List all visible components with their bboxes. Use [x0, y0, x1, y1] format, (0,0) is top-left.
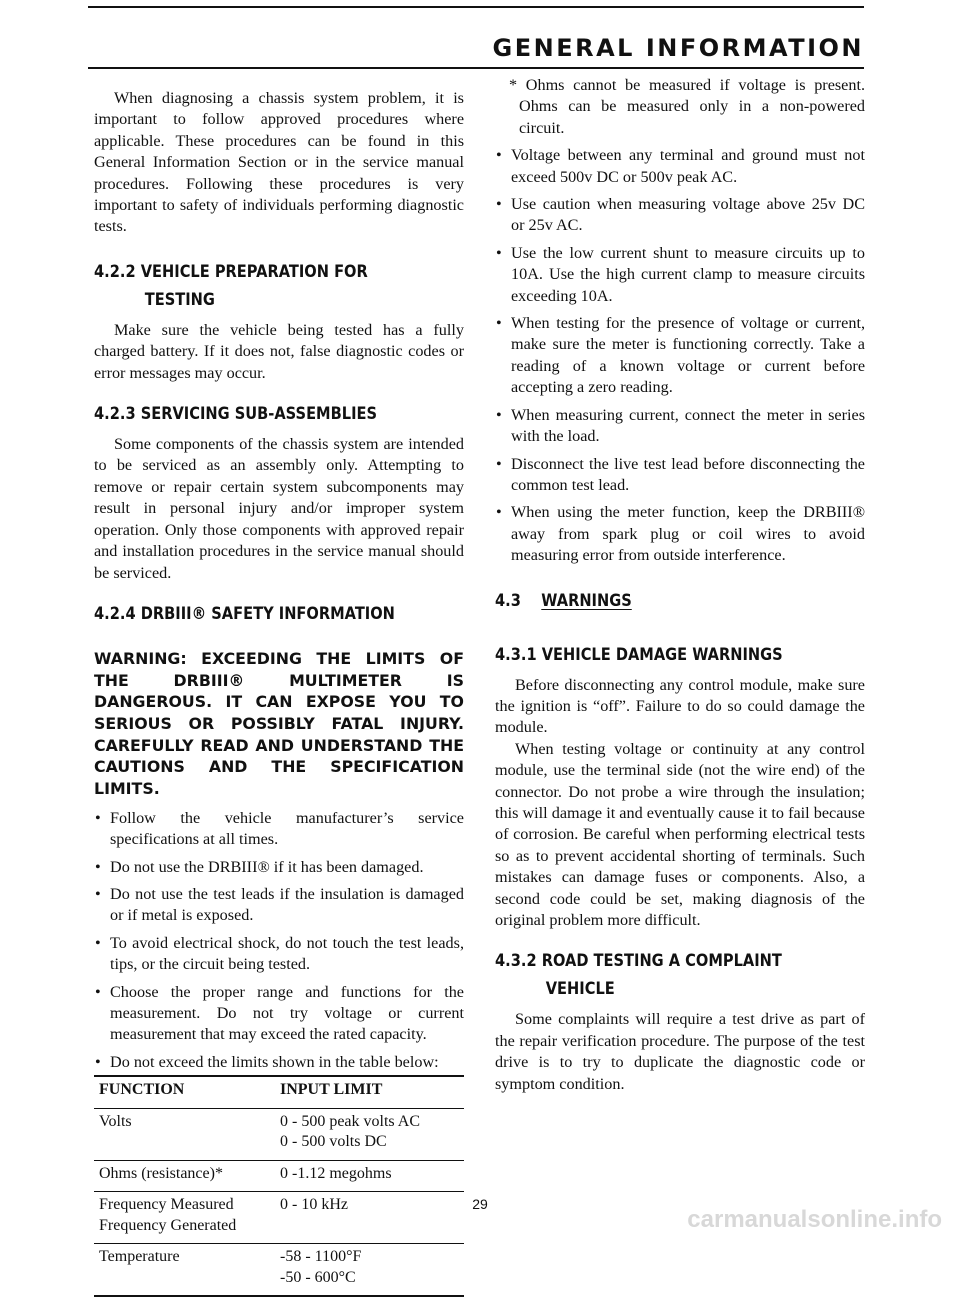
- section-title: GENERAL INFORMATION: [492, 34, 864, 62]
- input-limit-table: [94, 1075, 464, 1297]
- list-item: • Voltage between any terminal and ground must not exceed 500v DC or 500v peak AC.: [496, 146, 865, 186]
- table-cell: Ohms (resistance)*: [99, 1164, 223, 1182]
- table-cell: Temperature: [99, 1248, 180, 1266]
- heading-4-3-text: WARNINGS: [541, 590, 632, 611]
- table-cell: Volts: [99, 1112, 132, 1130]
- table-cell: -50 - 600°C: [280, 1268, 356, 1286]
- heading-4-2-2: 4.2.2 VEHICLE PREPARATION FOR: [94, 261, 368, 282]
- list-item: • Do not use the DRBIII® if it has been damaged.: [95, 857, 424, 876]
- watermark: carmanualsonline.info: [687, 1206, 942, 1233]
- right-column: [495, 75, 865, 1095]
- heading-4-2-4: 4.2.4 DRBIII® SAFETY INFORMATION: [94, 603, 395, 624]
- heading-4-3-2: 4.3.2 ROAD TESTING A COMPLAINT: [495, 951, 782, 972]
- paragraph-4-3-2: Some complaints will require a test drive as part of the repair verification procedure. The purpose of the test drive is to try to duplicate the diagnostic code or symptom condition.: [495, 1010, 865, 1093]
- list-item: • Use caution when measuring voltage above 25v DC or 25v AC.: [496, 195, 865, 235]
- list-item: • Do not use the test leads if the insulation is damaged or if metal is exposed.: [95, 885, 464, 925]
- table-row: [94, 1160, 464, 1192]
- paragraph-4-3-1a: Before disconnecting any control module, make sure the ignition is “off”. Failure to do so could damage the module.: [495, 675, 865, 737]
- table-cell: 0 - 500 volts DC: [280, 1133, 387, 1151]
- table-header-row: [94, 1076, 464, 1108]
- table-cell: 0 - 500 peak volts AC: [280, 1112, 420, 1130]
- heading-4-2-2-cont: TESTING: [144, 289, 215, 310]
- table-cell: Frequency Generated: [99, 1216, 237, 1234]
- table-cell: -58 - 1100°F: [280, 1248, 362, 1266]
- list-item: • Choose the proper range and functions for the measurement. Do not try voltage or current measurement that may exceed the rated capacity.: [95, 982, 464, 1044]
- heading-4-3-1: 4.3.1 VEHICLE DAMAGE WARNINGS: [495, 644, 783, 665]
- ohms-footnote: * Ohms cannot be measured if voltage is present. Ohms can be measured only in a non-powered circuit.: [509, 76, 865, 137]
- table-header-function: FUNCTION: [94, 1076, 275, 1108]
- table-cell: Frequency Measured: [99, 1196, 234, 1214]
- page-number: 29: [472, 1196, 488, 1212]
- table-header-limit: INPUT LIMIT: [275, 1076, 464, 1108]
- table-cell: 0 - 10 kHz: [280, 1196, 348, 1214]
- left-column: [94, 88, 464, 1297]
- safety-bullet-list: [94, 808, 464, 1073]
- list-item: • When testing for the presence of voltage or current, make sure the meter is functioning correctly. Take a reading of a known voltage or current before accepting a zero reading.: [496, 314, 865, 397]
- paragraph-4-2-3: Some components of the chassis system are intended to be serviced as an assembly only. Attempting to remove or repair certain system subcomponents may result in personal injury and/or improper system operation. Only those components with approved repair and installation procedures in the service manual should be serviced.: [94, 435, 464, 582]
- heading-4-3: 4.3 WARNINGS: [495, 590, 632, 611]
- table-cell: 0 -1.12 megohms: [280, 1164, 392, 1182]
- list-item: • When using the meter function, keep the DRBIII® away from spark plug or coil wires to avoid measuring error from outside interference.: [496, 503, 865, 565]
- header-top-rule: [88, 6, 864, 8]
- list-item: • Disconnect the live test lead before disconnecting the common test lead.: [496, 454, 865, 494]
- list-item: • To avoid electrical shock, do not touch the test leads, tips, or the circuit being tested.: [95, 933, 464, 974]
- meter-bullet-list: [495, 145, 865, 566]
- paragraph-4-2-2: Make sure the vehicle being tested has a fully charged battery. If it does not, false diagnostic codes or error messages may occur.: [94, 320, 464, 382]
- header-bottom-rule: [88, 67, 864, 69]
- list-item: • Use the low current shunt to measure circuits up to 10A. Use the high current clamp to measure circuits exceeding 10A.: [496, 243, 865, 305]
- heading-4-3-2-cont: VEHICLE: [545, 979, 615, 1000]
- list-item: • Follow the vehicle manufacturer’s service specifications at all times.: [95, 808, 464, 849]
- table-row: [94, 1108, 464, 1160]
- paragraph-4-3-1b: When testing voltage or continuity at any control module, use the terminal side (not the wire end) of the connector. Do not probe a wire through the insulation; this will damage it and eventually cause it to fail because of corrosion. Be careful when performing electrical tests so as to prevent accidental shorting of terminals. Such mistakes can damage fuses or components. Also, a second code could be set, making diagnosis of the original problem more difficult.: [495, 739, 865, 929]
- table-row: [94, 1244, 464, 1297]
- list-item: • Do not exceed the limits shown in the table below:: [95, 1052, 439, 1071]
- warning-text: WARNING: EXCEEDING THE LIMITS OF THE DRBIII® MULTIMETER IS DANGEROUS. IT CAN EXPOSE YOU TO SERIOUS OR POSSIBLY FATAL INJURY. CAREFULLY READ AND UNDERSTAND THE CAUTIONS AND THE SPECIFICATION LIMITS.: [94, 648, 464, 799]
- intro-paragraph: When diagnosing a chassis system problem, it is important to follow approved procedures where applicable. These procedures can be found in this General Information Section or in the service manual procedures. Following these procedures is very important to safety of individuals performing diagnostic tests.: [94, 89, 464, 236]
- heading-4-2-3: 4.2.3 SERVICING SUB-ASSEMBLIES: [94, 404, 378, 425]
- list-item: • When measuring current, connect the meter in series with the load.: [496, 405, 865, 446]
